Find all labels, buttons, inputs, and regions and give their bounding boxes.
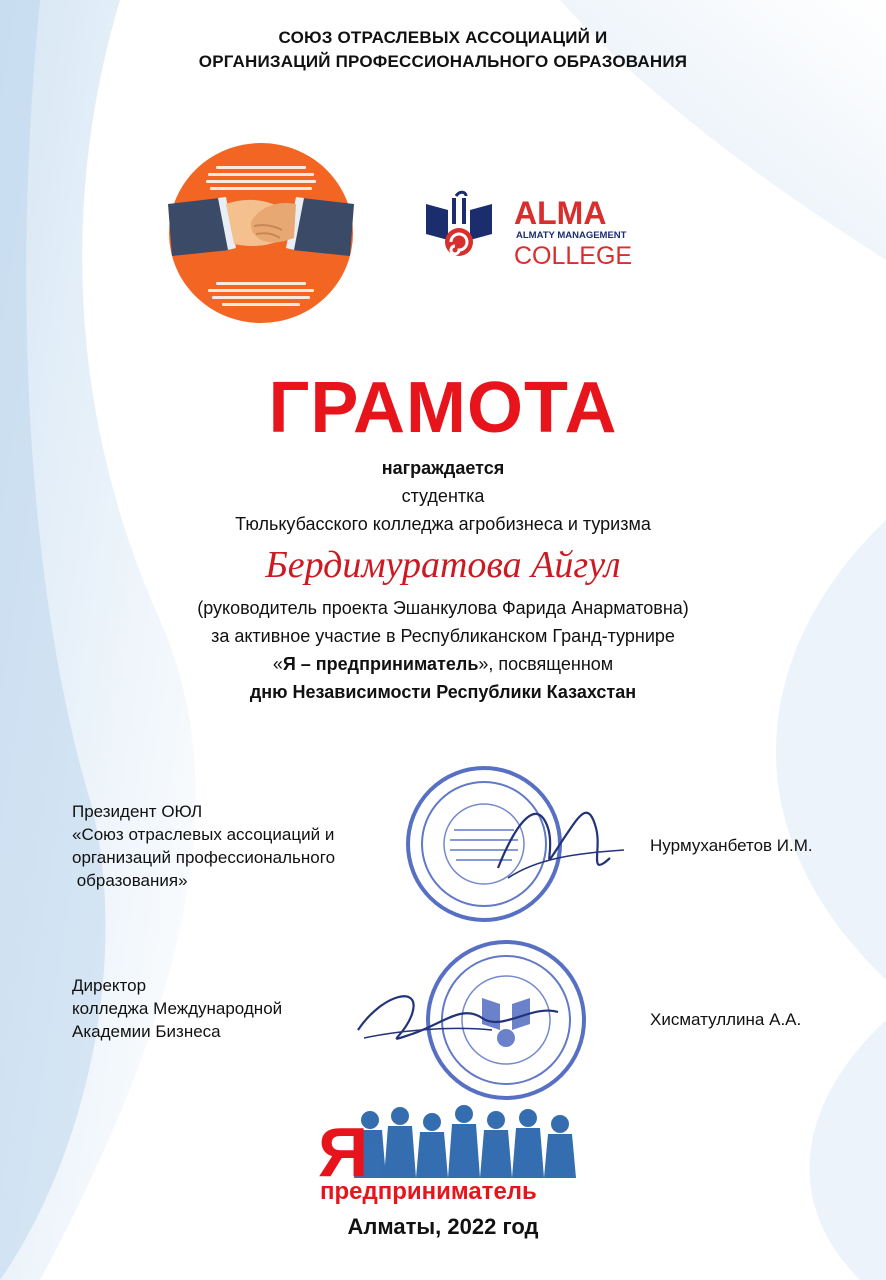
alma-college-logo (422, 190, 642, 270)
recipient-name: Бердимуратова Айгул (265, 544, 621, 586)
contest-line (0, 650, 886, 678)
place-date: Алматы, 2022 год (347, 1214, 539, 1239)
institution-text: Тюлькубасского колледжа агробизнеса и туризма (235, 514, 651, 534)
stamp-1-seal-icon (388, 758, 632, 928)
signatory-1-position (72, 800, 335, 892)
header-line-2: ОРГАНИЗАЦИЙ ПРОФЕССИОНАЛЬНОГО ОБРАЗОВАНИЯ (198, 52, 688, 71)
contest-name: Я – предприниматель (282, 654, 479, 674)
certificate-title: ГРАМОТА (268, 368, 618, 448)
signatory-2-position (72, 974, 282, 1043)
stamp-2-seal-icon (352, 934, 592, 1104)
signatory-2-position-line: Академии Бизнеса (72, 1022, 221, 1041)
signatory-1-position-line: Президент ОЮЛ (72, 802, 203, 821)
alma-college-text: COLLEGE (514, 242, 633, 270)
signatory-1-name: Нурмуханбетов И.М. (650, 836, 813, 855)
alma-main-text: ALMA (514, 195, 607, 231)
contest-logo-letter: Я (318, 1113, 369, 1191)
book-emblem-icon (426, 192, 492, 256)
header-line-1: СОЮЗ ОТРАСЛЕВЫХ АССОЦИАЦИЙ И (278, 28, 608, 47)
signatory-1-position-line: образования» (72, 871, 188, 890)
contest-quote-open: « (272, 654, 283, 674)
signatory-2-position-line: Директор (72, 976, 147, 995)
signatory-2-name: Хисматуллина А.А. (650, 1010, 802, 1029)
contest-logo-word: предприниматель (320, 1178, 537, 1204)
supervisor-text: (руководитель проекта Эшанкулова Фарида Анарматовна) (197, 598, 689, 618)
signatory-2-position-line: колледжа Международной (72, 999, 283, 1018)
alma-sub-text: ALMATY MANAGEMENT (516, 230, 627, 241)
role-text: студентка (401, 486, 485, 506)
signatory-1-position-line: организаций профессионального (72, 848, 336, 867)
organization-header (0, 26, 886, 74)
occasion-text: дню Независимости Республики Казахстан (249, 682, 637, 702)
contest-logo (300, 1100, 600, 1204)
reason-text: за активное участие в Республиканском Гранд-турнире (211, 626, 675, 646)
awarded-text: награждается (381, 458, 505, 478)
handshake-logo (168, 142, 354, 324)
signatory-1-position-line: «Союз отраслевых ассоциаций и (72, 825, 335, 844)
contest-dedication: », посвященном (478, 654, 614, 674)
